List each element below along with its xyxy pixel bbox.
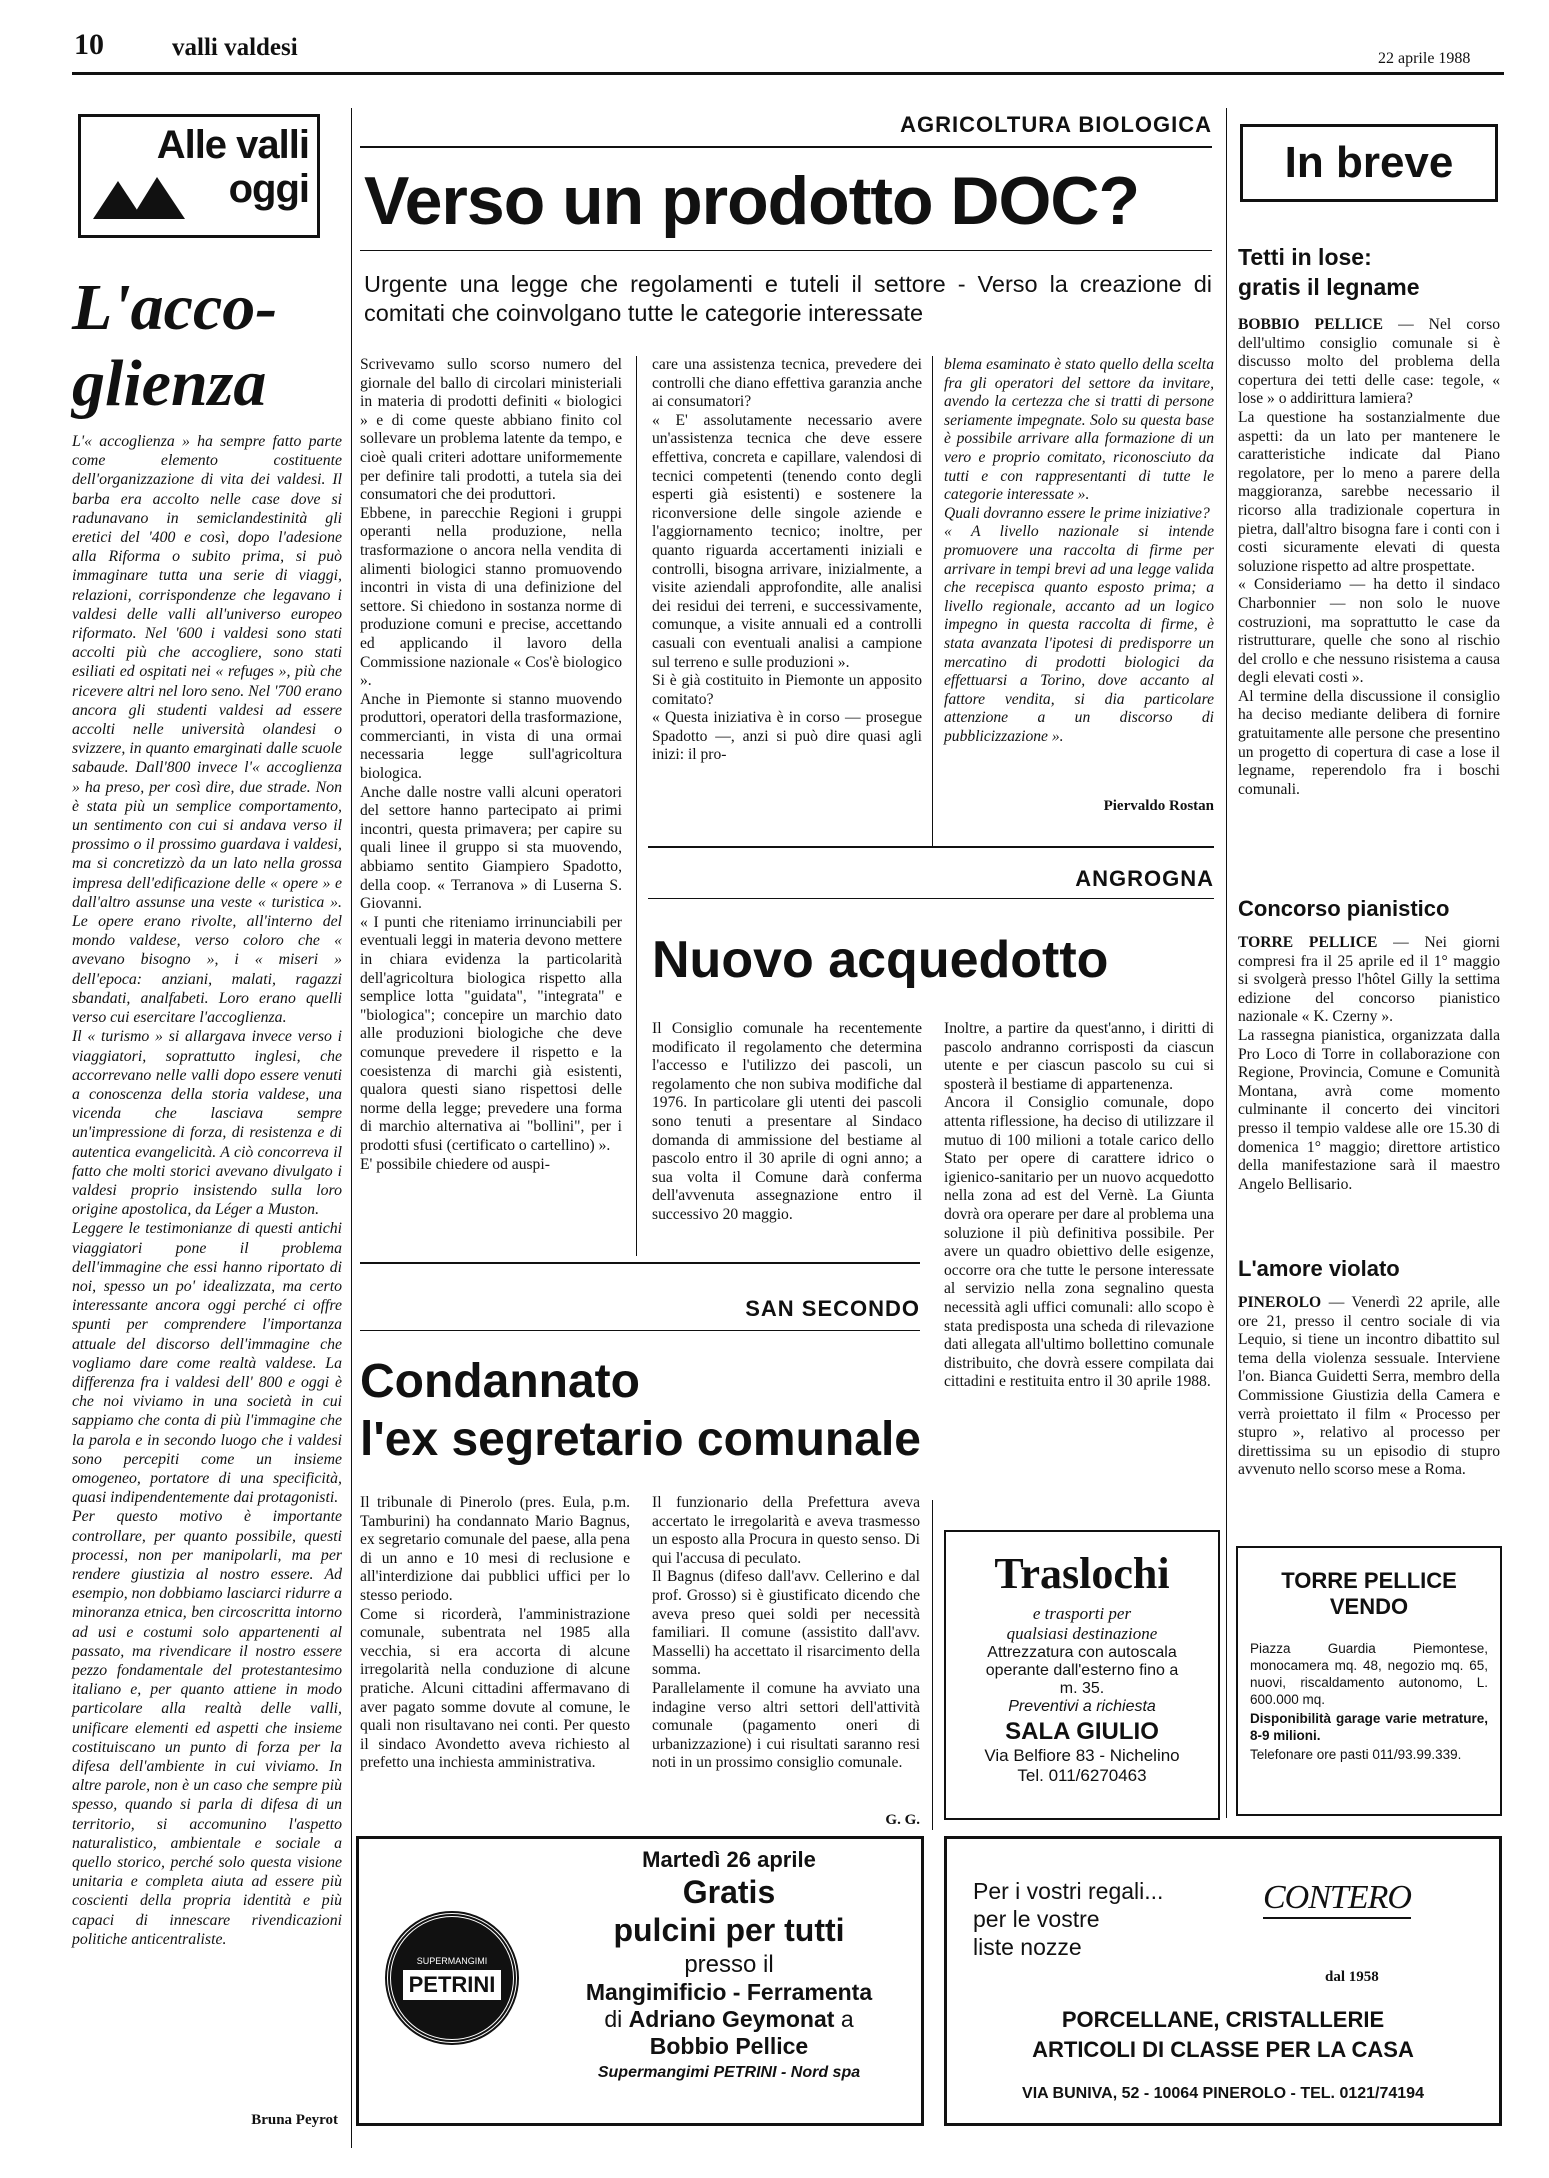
condannato-col1: Il tribunale di Pinerolo (pres. Eula, p.m. Tamburini) ha condannato Mario Bagnus, ex segretario comunale del paese, alla pena di un anno e 10 mesi di reclusione e all'interdizione dai pubblici uffici per lo stesso periodo. Come si ricorderà, l'amministrazione comunale, subentrata nel 1985 alla vecchia, si era accorta di alcune irregolarità nella conduzione di alcune pratiche. Alcuni cittadini affermavano di aver pagato somme dovute al comune, le quali non risultavano nei conti. Per questo il sindaco Avondetto aveva richiesto al prefetto una inchiesta amministrativa. — [360, 1494, 630, 1772]
petrini-line5b: Adriano Geymonat — [628, 2006, 835, 2032]
contero-since: dal 1958 — [1325, 1969, 1379, 1985]
article-subhead: Urgente una legge che regolamenti e tuteli il settore - Verso la creazione di comitati che coinvolgano tutte le categorie interessate — [364, 271, 1212, 326]
section-logo-line1: Alle valli — [156, 123, 309, 167]
angrogna-rule — [648, 898, 1214, 899]
petrini-line4: Mangimificio - Ferramenta — [585, 1979, 873, 2005]
item1-title-line2: gratis il legname — [1238, 274, 1420, 300]
headline-rule — [360, 250, 1212, 251]
editorial-title-line1: L'acco- — [72, 271, 278, 344]
traslochi-line5: m. 35. — [1059, 1680, 1105, 1697]
article-kicker: AGRICOLTURA BIOLOGICA — [900, 112, 1212, 137]
sansecondo-kicker: SAN SECONDO — [745, 1296, 920, 1321]
contero-line2: per le vostre — [973, 1906, 1100, 1932]
vendo-line1: TORRE PELLICE — [1281, 1568, 1457, 1593]
mountains-icon — [93, 177, 193, 219]
condannato-signature: G. G. — [885, 1812, 920, 1828]
petrini-footer: Supermangimi PETRINI - Nord spa — [597, 2064, 861, 2081]
contero-line4: PORCELLANE, CRISTALLERIE — [1061, 2007, 1385, 2032]
petrini-date: Martedì 26 aprile — [642, 1847, 816, 1872]
left-column-rule — [351, 108, 352, 2148]
section-logo-box — [78, 114, 320, 238]
item1-place: BOBBIO PELLICE — [1238, 316, 1384, 333]
condannato-col2: Il funzionario della Prefettura aveva accertato le irregolarità e aveva trasmesso un esposto alla Procura in questo senso. Di qui l'accusa di peculato. Il Bagnus (difeso dall'avv. Cellerino e dal prof. Grosso) si è giustificato dicendo che aveva preso quei soldi per necessità familiari. Il comune (assistito dall'avv. Masselli) ha accettato il risarcimento della somma. Parallelamente il comune ha avviato una indagine verso altri settori dell'attività comunale (pagamento oneri di urbanizzazione) i cui risultati saranno resi noti in un prossimo consiglio comunale. — [652, 1494, 920, 1772]
item3-place: PINEROLO — [1238, 1294, 1322, 1311]
issue-date: 22 aprile 1988 — [1378, 50, 1471, 67]
editorial-signature: Bruna Peyrot — [251, 2112, 338, 2128]
section-logo-line2: oggi — [228, 167, 309, 211]
column-rule-3 — [932, 1500, 933, 1830]
sansecondo-rule-top — [360, 1262, 920, 1264]
petrini-line3: presso il — [684, 1951, 774, 1978]
condannato-headline-line2: l'ex segretario comunale — [360, 1413, 921, 1466]
angrogna-col1: Il Consiglio comunale ha recentemente modificato il regolamento che determina l'accesso e l'utilizzo dei pascoli, un regolamento che non subiva modifiche dal 1976. In particolare gli utenti dei pascoli sono tenuti a presentare al Sindaco domanda di ammissione del bestiame al pascolo entro il 30 aprile di ogni anno; a sua volta il Comune darà conferma dell'avvenuta assegnazione entro il successivo 20 maggio. — [652, 1020, 922, 1223]
item3-title: L'amore violato — [1238, 1256, 1400, 1281]
petrini-line2: pulcini per tutti — [613, 1912, 845, 1948]
ad-traslochi — [944, 1530, 1220, 1820]
traslochi-address: Via Belfiore 83 - Nichelino — [984, 1746, 1180, 1765]
article-col1: Scrivevamo sullo scorso numero del giornale del ballo di circolari ministeriali in materia di prodotti definiti « biologici » e di come queste abbiano finito col sollevare un problema latente da tempo, e cioè quali criteri adottare uniformemente per definire tali prodotti, a tutela sia dei consumatori che dei produttori. Ebbene, in parecchie Regioni i gruppi operanti nella produzione, nella trasformazione o ancora nella vendita di alimenti biologici stanno promuovendo incontri in vista di una definizione del settore. Si chiedono in sostanza norme di produzione comuni e precise, accettando ed applicando il lavoro della Commissione nazionale « Cos'è biologico ». Anche in Piemonte si stanno muovendo produttori, operatori della trasformazione, commercianti, in vista di una ormai necessaria legge sull'agricoltura biologica. Anche dalle nostre valli alcuni operatori del settore hanno partecipato ai primi incontri, questa primavera; per capire su quali linee il gruppo si sta muovendo, abbiamo sentito Giampiero Spadotto, della coop. « Terranova » di Luserna S. Giovanni. « I punti che riteniamo irrinunciabili per eventuali leggi in materia devono mettere in chiara evidenza la particolarità dell'agricoltura biologica rispetto alla semplice lotta "guidata", "integrata" e "biologica"; concepire un marchio dato alle produzioni biologiche che deve comunque prevedere il rispetto e la coesistenza di marchi già esistenti, qualora questi siano rispettosi delle norme della legge; prevedere una forma di marchio alternativa ai "bollini", per i prodotti sfusi (certificato o cartellino) ». E' possibile chiedere od auspi- — [360, 356, 622, 1173]
traslochi-line6: Preventivi a richiesta — [1008, 1698, 1156, 1715]
contero-logo: CONTERO — [1263, 1879, 1411, 1919]
petrini-line6: Bobbio Pellice — [649, 2033, 809, 2059]
condannato-headline-line1: Condannato — [360, 1355, 640, 1408]
traslochi-phone: Tel. 011/6270463 — [1017, 1766, 1147, 1785]
angrogna-rule-top — [648, 846, 1214, 848]
traslochi-name: SALA GIULIO — [1005, 1718, 1159, 1745]
item2-place: TORRE PELLICE — [1238, 934, 1378, 951]
angrogna-col2: Inoltre, a partire da quest'anno, i diritti di pascolo andranno corrisposti da ciascun utente e per ciascun pascolo su cui si sposterà il bestiame di appartenenza. Ancora il Consiglio comunale, dopo attenta riflessione, ha deciso di utilizzare il mutuo di 100 milioni a totale carico dello Stato per opere di carattere idrico o igienico-sanitario per un nuovo acquedotto nella zona ad est del Vernè. La Giunta dovrà ora operare per dare al problema una soluzione il più definitiva possibile. Per avere un quadro obiettivo delle esigenze, occorre ora che tutte le persone interessate al servizio nella zona segnalino questa necessità agli uffici comunali: allo scopo è stata predisposta una scheda di rilevazione dati allegata all'ultimo bollettino comunale distribuito, che dovrà essere compilata dai cittadini e restituita entro il 30 aprile 1988. — [944, 1020, 1214, 1391]
petrini-badge-small: SUPERMANGIMI — [416, 1956, 488, 1966]
paper-name: valli valdesi — [172, 34, 298, 61]
ad-vendo — [1236, 1546, 1502, 1816]
article-headline: Verso un prodotto DOC? — [364, 163, 1140, 239]
contero-line1: Per i vostri regali... — [973, 1878, 1164, 1904]
item2-title: Concorso pianistico — [1238, 896, 1450, 921]
item1-title-line1: Tetti in lose: — [1238, 244, 1372, 270]
contero-line5: ARTICOLI DI CLASSE PER LA CASA — [1032, 2037, 1414, 2062]
item2-text: — Nei giorni compresi fra il 25 aprile ed il 1° maggio si svolgerà presso l'hôtel Gilly la settima edizione del concorso pianistico nazionale « K. Czerny ». La rassegna pianistica, organizzata dalla Pro Loco di Torre in collaborazione con Regione, Provincia, Comune e Comunità Montana, avrà come momento culminante il concerto dei vincitori presso il tempio valdese alle ore 15.30 di domenica 1° maggio; direttore artistico della manifestazione sarà il maestro Angelo Bellisario. — [1238, 934, 1500, 1193]
sansecondo-rule — [360, 1330, 920, 1331]
angrogna-headline: Nuovo acquedotto — [652, 931, 1109, 989]
petrini-line5a: di — [604, 2006, 623, 2032]
article-col3: blema esaminato è stato quello della scelta fra gli operatori del settore da invitare, avendo la certezza che si tratti di persone seriamente impegnate. Solo su questa base è possibile arrivare alla formazione di un vero e proprio comitato, riconosciuto da tutti e con rappresentanti di tutte le categorie interessate ». Quali dovranno essere le prime iniziative? « A livello nazionale si intende promuovere una raccolta di firme per arrivare in tempi brevi ad una legge valida che recepisca quanto esposto prima; a livello regionale, accanto ad un logico impegno in questa raccolta di firme, è stata avanzata l'ipotesi di predisporre un mercatino di prodotti biologici da effettuarsi a Torino, dove accanto al fattore vendita, si dia particolare attenzione a un discorso di pubblicizzazione ». — [944, 356, 1214, 745]
traslochi-line1: e trasporti per — [1032, 1604, 1132, 1623]
petrini-badge-big: PETRINI — [403, 1970, 502, 2000]
vendo-line2: VENDO — [1329, 1594, 1409, 1619]
petrini-line1: Gratis — [682, 1874, 776, 1910]
editorial-body: L'« accoglienza » ha sempre fatto parte come elemento costituente dell'organizzazione di vita dei valdesi. Il barba era accolto nelle case dove si radunavano in semiclandestinità gli eretici del '400 e così, dopo l'adesione alla Riforma o subito prima, si può immaginare tutta una serie di viaggi, relazioni, corrispondenze che legavano i valdesi delle valli all'universo europeo riformato. Nel '600 i valdesi sono stati accolti più che accogliere, sono stati esiliati ed ospitati nei « refuges », più che ricevere altri nel loro seno. Nel '700 erano ancora gli studenti valdesi ad essere accolti nelle università olandesi o svizzere, in quanto emarginati dalle scuole sabaude. Dall'800 invece l'« accoglienza » ha preso, per così dire, due strade. Non è stata più un semplice comportamento, un sentimento con cui si andava verso il prossimo o il prossimo guardava i valdesi, ma si concretizzò da un lato nella grossa impresa dell'edificazione delle « opere » e dall'altro assunse una veste « turistica ». Le opere erano rivolte, all'interno del mondo valdese, verso coloro che « avevano bisogno », i « miseri » dell'epoca: anziani, malati, ragazzi sbandati, analfabeti. Loro erano quelli verso cui esercitare l'accoglienza. Il « turismo » si allargava invece verso i viaggiatori, soprattutto inglesi, che accorrevano nelle valli dopo essere venuti a conoscenza della storia valdese, una vicenda che lasciava sempre un'impressione di forza, di resistenza e di autentica evangelicità. A ciò concorreva il fatto che molti storici avevano divulgato i valdesi proprio insistendo sulla loro origine apostolica, da Léger a Muston. Leggere le testimonianze di questi antichi viaggiatori pone il problema dell'immagine che essi hanno riportato di noi, spesso un po' idealizzata, ma certo interessante ancora oggi perché ci offre spunti per comprendere l'importanza attuale del discorso dell'immagine che vogliamo dare come realtà valdese. La differenza fra i valdesi dell' 800 e oggi è che noi viviamo in una società in cui sappiamo che conta di più l'immagine che la parola e in secondo luogo che i valdesi sono percepiti come un insieme omogeneo, portatore di una specificità, quasi indipendentemente dai protagonisti. Per questo motivo è importante controllare, per quanto possibile, questi processi, non per manipolarli, ma per rendere giustizia al nostro essere. Ad esempio, non dobbiamo lasciarci ridurre a minoranza etnica, ben circoscritta intorno ad usi e costumi solo appartenenti al passato, ma rivendicare il nostro essere pezzo fondamentale del protestantesimo italiano e, per quanto attiene in modo particolare alla realtà delle valli, unificare elementi ed aspetti che insieme costituiscano un punto di forza per la difesa dell'ambiente in cui viviamo. In altre parole, non è un caso che sempre più spesso, quando si parla di difesa di un territorio, si accomunino l'aspetto naturalistico, ambientale e sociale a quello storico, perché solo questa visione unitaria e completa aiuta ad essere più coscienti della propria identità e più capaci di innescare rivendicazioni politiche anticentraliste. — [72, 433, 342, 1948]
item1-text: — Nel corso dell'ultimo consiglio comunale si è discusso molto del problema della copertura dei tetti delle case: tegole, « lose » o addirittura lamiera? La questione ha sostanzialmente due aspetti: da un lato per mantenere le caratteristiche indicate dal Piano regolatore, per lo meno a parere della maggioranza, sarebbe necessario il ricorso alla tradizionale copertura in pietra, dall'altro bisogna fare i conti con i costi sicuramente elevati di questa soluzione rispetto ad altre prospettate. « Consideriamo — ha detto il sindaco Charbonnier — non solo le nuove costruzioni, ma soprattutto le case da ristrutturare, quelle che sono al rischio del crollo e che nessuno risistema a causa degli elevati costi ». Al termine della discussione il consiglio ha deciso mediante delibera di fornire gratuitamente alle persone che presentino un progetto di copertura di case a lose il legname, reperendolo fra i boschi comunali. — [1238, 316, 1501, 798]
editorial-title-line2: glienza — [72, 347, 267, 420]
traslochi-line2: qualsiasi destinazione — [1006, 1624, 1158, 1643]
traslochi-line3: Attrezzatura con autoscala — [987, 1644, 1177, 1661]
ad-petrini — [356, 1836, 924, 2126]
traslochi-title: Traslochi — [994, 1549, 1170, 1598]
column-rule-1 — [636, 356, 637, 1256]
article-col2: care una assistenza tecnica, prevedere dei controlli che diano effettiva garanzia anche ai consumatori? « E' assolutamente necessario avere un'assistenza tecnica che deve essere effettiva, concreta e capillare, valendosi di tecnici competenti (tenendo conto degli esperti già esistenti) e sostenere la riconversione delle singole aziende e l'aggiornamento tecnico; inoltre, per quanto riguarda accertamenti iniziali e controlli, bisogna arrivare, inizialmente, a visite aziendali approfondite, alle analisi dei residui dei terreni, e successivamente, comunque, a visite annuali ed a controlli casuali con eventuali analisi a campione sul terreno e sulle produzioni ». Si è già costituito in Piemonte un apposito comitato? « Questa iniziativa è in corso — prosegue Spadotto —, anzi si può dire quasi agli inizi: il pro- — [652, 356, 922, 764]
page-number: 10 — [74, 28, 104, 61]
angrogna-kicker: ANGROGNA — [1075, 866, 1214, 891]
petrini-badge — [387, 1913, 517, 2043]
traslochi-line4: operante dall'esterno fino a — [985, 1662, 1179, 1679]
item2-body — [1238, 934, 1500, 1194]
column-rule-2 — [932, 356, 933, 846]
item1-body — [1238, 316, 1500, 799]
item3-text: — Venerdì 22 aprile, alle ore 21, presso il centro sociale di via Lequio, si tiene un incontro dibattito sul tema della violenza sessuale. Interviene l'on. Bianca Guidetti Serra, membro della Commissione Giustizia della Camera e verrà proiettato il film « Processo per stupro », relativo al processo per direttissima su un episodio di stupro avvenuto nello scorso mese a Roma. — [1238, 1294, 1500, 1479]
inbreve-box — [1240, 124, 1498, 202]
contero-line3: liste nozze — [973, 1934, 1082, 1960]
inbreve-title: In breve — [1284, 138, 1454, 187]
vendo-body3: Telefonare ore pasti 011/93.99.339. — [1250, 1747, 1462, 1762]
contero-address: VIA BUNIVA, 52 - 10064 PINEROLO - TEL. 0121/74194 — [1022, 2085, 1424, 2102]
article-signature: Piervaldo Rostan — [1103, 798, 1214, 814]
kicker-rule — [360, 146, 1212, 148]
header-rule — [72, 72, 1504, 75]
ad-contero — [944, 1836, 1502, 2126]
vendo-body2: Disponibilità garage varie metrature, 8-9 milioni. — [1250, 1711, 1488, 1743]
item3-body — [1238, 1294, 1500, 1480]
vendo-body: Piazza Guardia Piemontese, monocamera mq. 48, negozio mq. 65, nuovi, riscaldamento autonomo, L. 600.000 mq. — [1250, 1641, 1488, 1707]
right-column-rule — [1226, 108, 1227, 1818]
petrini-line5c: a — [840, 2006, 854, 2032]
